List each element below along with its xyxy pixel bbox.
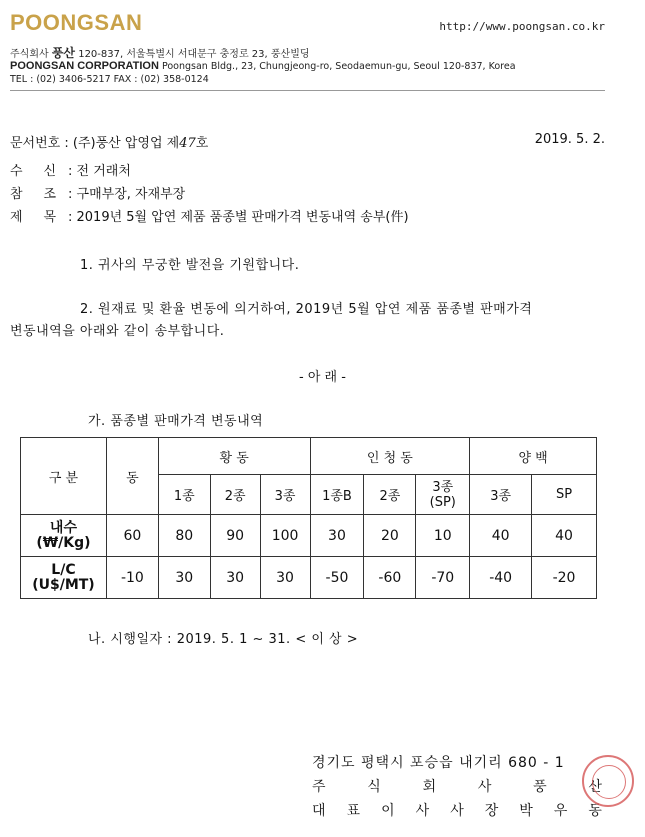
table-cell: 30 — [260, 557, 310, 599]
table-sub-cell-sp — [416, 475, 470, 515]
company-seal-icon — [582, 755, 634, 807]
paragraph-2-line-2: 변동내역을 아래와 같이 송부합니다. — [10, 324, 225, 339]
company-tel-fax: TEL : (02) 3406-5217 FAX : (02) 358-0124 — [10, 74, 209, 85]
doc-subject: 제 목 : 2019년 5월 압연 제품 품종별 판매가격 변동내역 송부(件) — [10, 206, 409, 225]
footer-ceo-name: 대 표 이 사 사 장 박 우 동 — [312, 803, 602, 819]
doc-subject-label: 제 목 — [10, 210, 56, 225]
table-group-yangbaek: 양 백 — [470, 438, 597, 475]
paragraph-1: 1. 귀사의 무궁한 발전을 기원합니다. — [80, 258, 300, 273]
table-sub-cell: 3종 — [260, 475, 310, 515]
paragraph-2-line-1: 2. 원재료 및 환율 변동에 의거하여, 2019년 5월 압연 제품 품종별 판매가격 — [80, 302, 533, 317]
header-divider — [10, 90, 605, 91]
table-cell: 30 — [158, 557, 210, 599]
doc-number-value: (주)풍산 압영업 제 — [72, 136, 180, 151]
price-table — [20, 437, 597, 599]
table-cell: 30 — [210, 557, 260, 599]
company-en-line — [10, 60, 516, 72]
company-logo: POONGSAN — [10, 10, 143, 35]
company-ko-prefix: 주식회사 — [10, 49, 49, 60]
doc-date: 2019. 5. 2. — [534, 132, 605, 147]
table-cell: 40 — [470, 515, 532, 557]
doc-number-suffix: 호 — [195, 136, 209, 151]
doc-to: 수 신 : 전 거래처 — [10, 160, 131, 179]
company-en-name: POONGSAN CORPORATION — [10, 60, 159, 72]
footer-address: 경기도 평택시 포승읍 내기리 680 - 1 — [312, 755, 565, 771]
table-row-label: 내수 (₩/Kg) — [21, 515, 107, 557]
section-b-effective-date: 나. 시행일자 : 2019. 5. 1 ~ 31. < 이 상 > — [88, 632, 359, 647]
table-sub-cell: 2종 — [210, 475, 260, 515]
table-head-gubun: 구 분 — [21, 438, 107, 515]
table-sub-cell: 3종 — [470, 475, 532, 515]
doc-number-handwritten: 47 — [179, 136, 196, 151]
table-cell: 40 — [532, 515, 597, 557]
doc-subject-value: 2019년 5월 압연 제품 품종별 판매가격 변동내역 송부(件) — [76, 210, 409, 225]
table-sub-cell: 2종 — [364, 475, 416, 515]
table-cell: 60 — [106, 515, 158, 557]
doc-ref-label: 참 조 — [10, 187, 56, 202]
table-sub-cell: 1종 — [158, 475, 210, 515]
table-cell: -10 — [106, 557, 158, 599]
table-cell: -60 — [364, 557, 416, 599]
table-row — [21, 515, 597, 557]
table-sub-note: (SP) — [429, 494, 456, 510]
center-heading: - 아 래 - — [299, 370, 346, 385]
table-sub-cell: SP — [532, 475, 597, 515]
table-cell: 80 — [158, 515, 210, 557]
company-url: http://www.poongsan.co.kr — [439, 20, 605, 33]
table-cell: 100 — [260, 515, 310, 557]
company-ko-line — [10, 44, 310, 61]
doc-number — [10, 132, 208, 151]
table-cell: -20 — [532, 557, 597, 599]
doc-ref: 참 조 : 구매부장, 자재부장 — [10, 183, 185, 202]
table-group-inchungdong: 인 청 동 — [310, 438, 470, 475]
table-cell: 30 — [310, 515, 364, 557]
company-ko-name: 풍산 — [51, 46, 76, 60]
doc-ref-value: 구매부장, 자재부장 — [76, 187, 186, 202]
footer-company-name: 주 식 회 사 풍 산 — [312, 779, 602, 795]
doc-to-value: 전 거래처 — [76, 164, 131, 179]
doc-to-label: 수 신 — [10, 164, 56, 179]
table-row-label: L/C (U$/MT) — [21, 557, 107, 599]
table-cell: -70 — [416, 557, 470, 599]
table-sub-cell: 1종B — [310, 475, 364, 515]
company-en-address: Poongsan Bldg., 23, Chungjeong-ro, Seodaemun-gu, Seoul 120-837, Korea — [161, 61, 516, 72]
company-ko-address: 120-837, 서울특별시 서대문구 충정로 23, 풍산빌딩 — [78, 49, 310, 60]
section-a-title: 가. 품종별 판매가격 변동내역 — [88, 414, 264, 429]
doc-number-label: 문서번호 : — [10, 136, 69, 151]
table-cell: 10 — [416, 515, 470, 557]
table-header-row — [21, 438, 597, 475]
table-cell: -50 — [310, 557, 364, 599]
table-group-hwangdong: 황 동 — [158, 438, 310, 475]
table-sub-label: 3종 — [432, 479, 454, 495]
table-head-dong: 동 — [106, 438, 158, 515]
table-cell: 20 — [364, 515, 416, 557]
table-row — [21, 557, 597, 599]
table-cell: 90 — [210, 515, 260, 557]
table-cell: -40 — [470, 557, 532, 599]
